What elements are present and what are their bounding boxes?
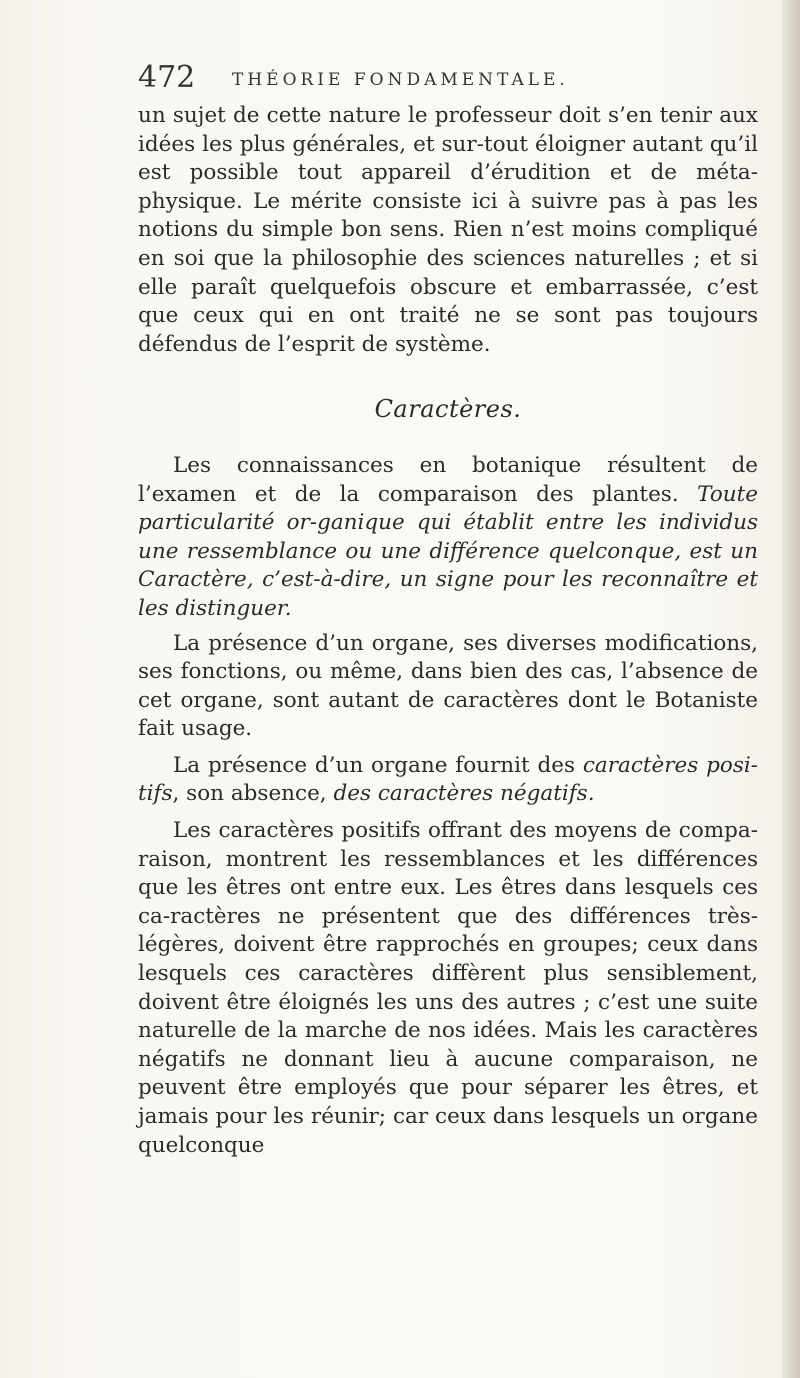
body-text	[138, 102, 758, 1160]
paragraph-2-definition: Toute particularité or-ganique qui établit entre les individus une ressemblance ou une différence quelconque, est un Caractère, c’est-à-dire, un signe pour les reconnaître et les distinguer.	[138, 481, 758, 621]
page-edge-shadow	[782, 0, 800, 1378]
section-heading: Caractères.	[374, 395, 522, 424]
running-head: THÉORIE FONDAMENTALE.	[232, 70, 569, 90]
paragraph-2	[138, 452, 758, 624]
paragraph-4	[138, 752, 758, 809]
paragraph-4-positive: caractères posi-tifs	[138, 752, 758, 807]
paragraph-4-text-a: La présence d’un organe fournit des	[173, 752, 583, 778]
paragraph-4-negative: des caractères négatifs.	[333, 781, 595, 807]
paragraph-3: La présence d’un organe, ses diverses modifications, ses fonctions, ou même, dans bien des cas, l’absence de cet organe, sont autant de caractères dont le Botaniste fait usage.	[138, 630, 758, 742]
paragraph-2-text: Les connaissances en botanique résultent de l’examen et de la comparaison des plantes.	[138, 452, 758, 507]
paragraph-5: Les caractères positifs offrant des moyens de compa-raison, montrent les ressemblances et les différences que les êtres ont entre eux. Les êtres dans lesquels ces ca-ractères ne présentent que des différences très-légères, doivent être rapprochés en groupes; ceux dans lesquels ces caractères diffèrent plus sensiblement, doivent être éloignés les uns des autres ; c’est une suite naturelle de la marche de nos idées. Mais les caractères négatifs ne donnant lieu à aucune comparaison, ne peuvent être employés que pour séparer les êtres, et jamais pour les réunir; car ceux dans lesquels un organe quelconque	[138, 818, 758, 1158]
paragraph-4-text-c: , son absence,	[172, 781, 334, 807]
page-number: 472	[138, 60, 196, 95]
page-header	[138, 60, 758, 100]
paragraph-1: un sujet de cette nature le professeur doit s’en tenir aux idées les plus générales, et sur-tout éloigner autant qu’il est possible tout appareil d’érudition et de méta-physique. Le mérite consiste ici à suivre pas à pas les notions du simple bon sens. Rien n’est moins compliqué en soi que la philosophie des sciences naturelles ; et si elle paraît quelquefois obscure et embarrassée, c’est que ceux qui en ont traité ne se sont pas toujours défendus de l’esprit de système.	[138, 103, 758, 357]
